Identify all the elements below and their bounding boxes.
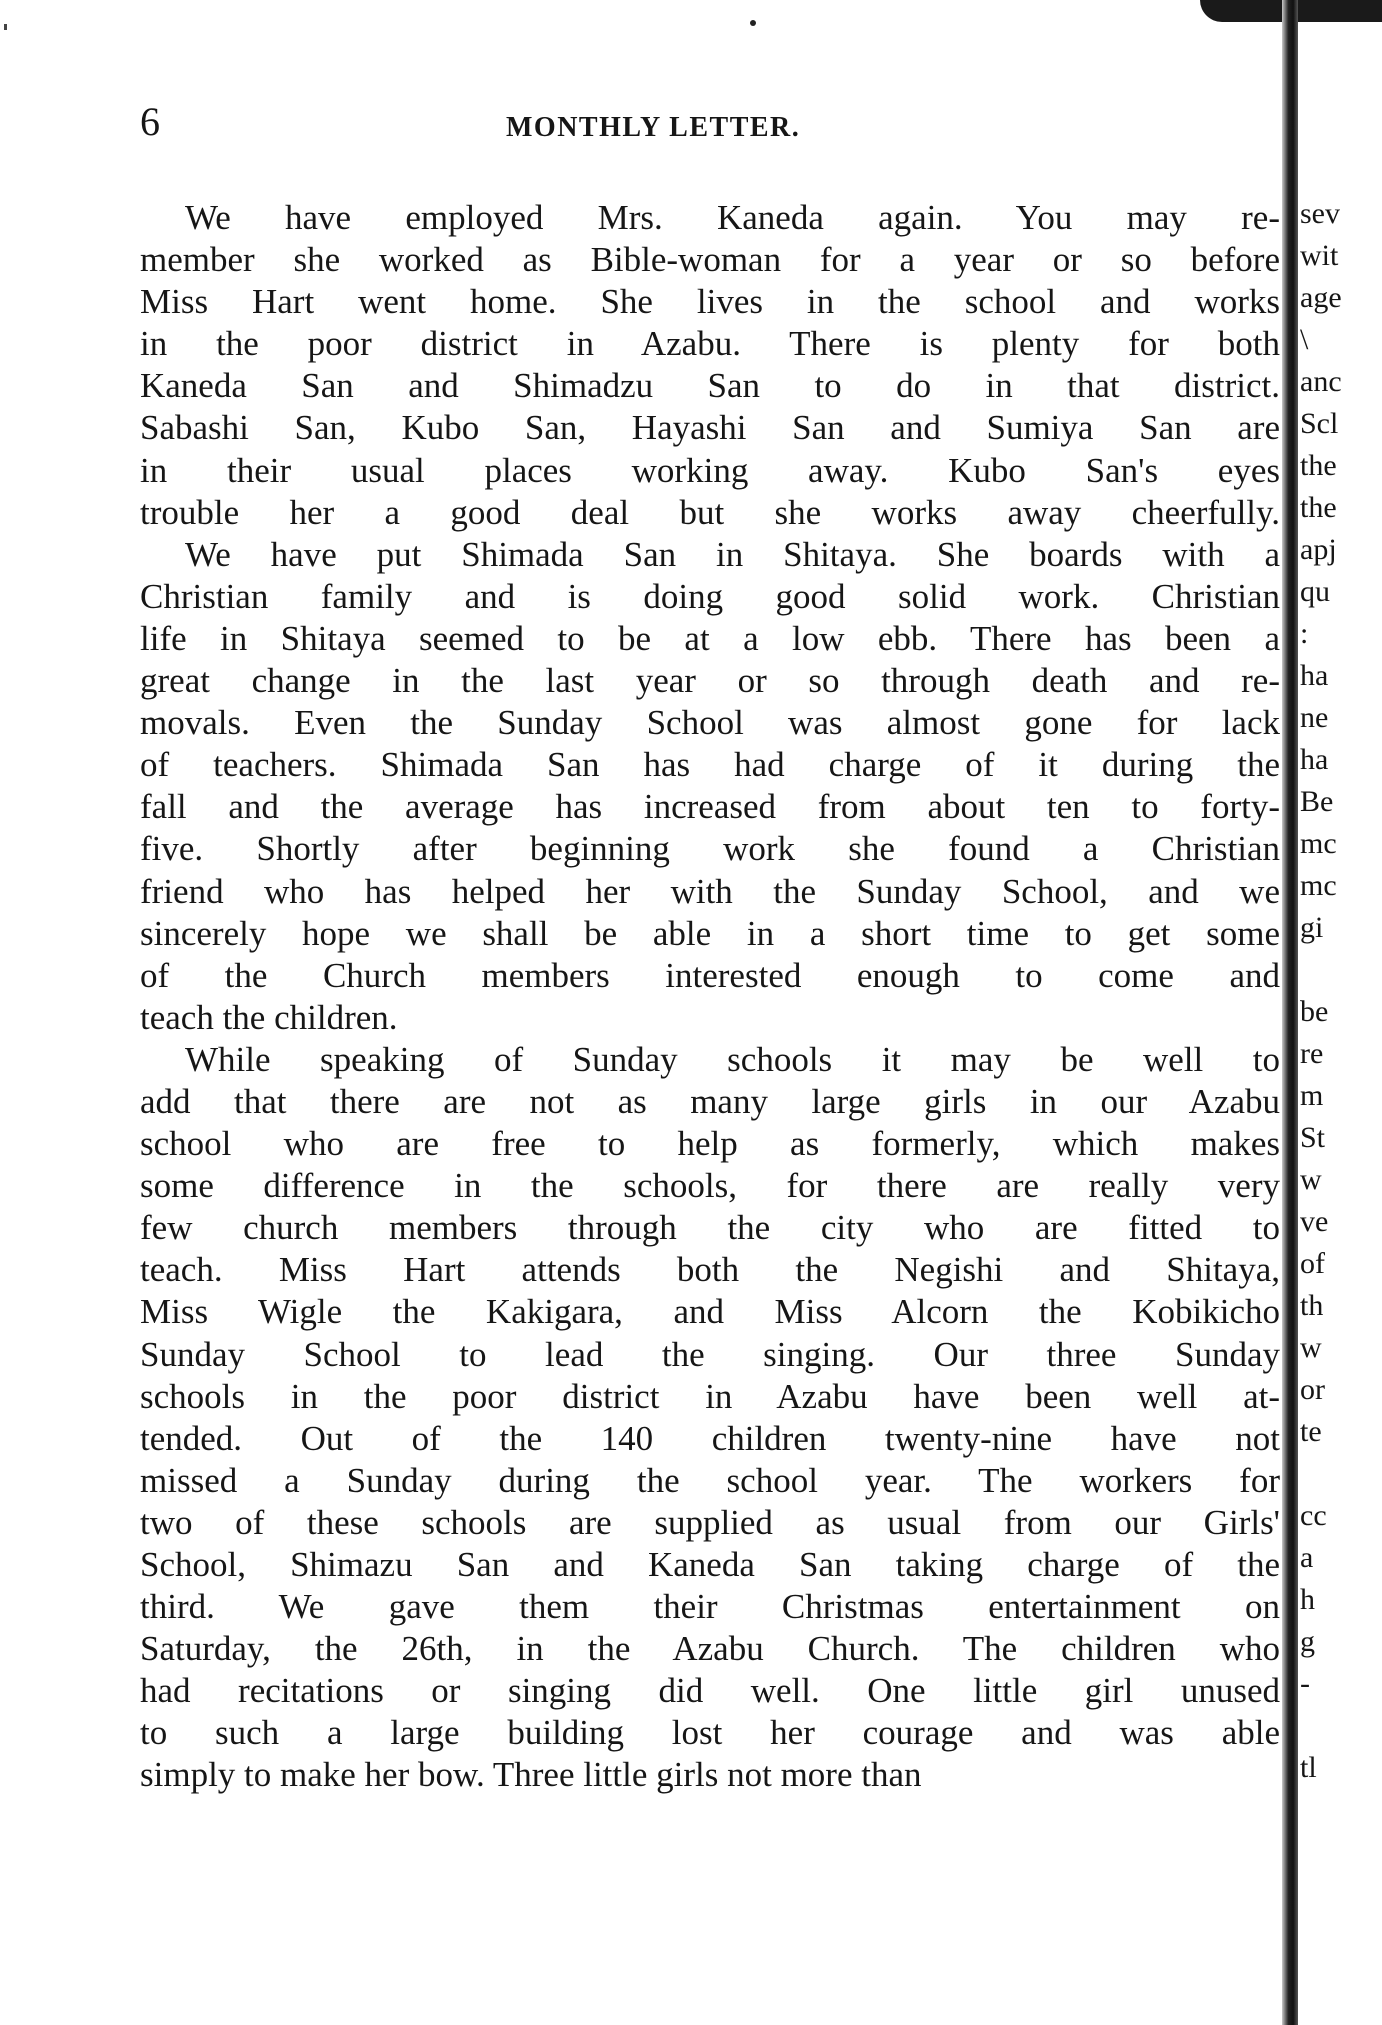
text-line: fall and the average has increased from about ten to forty-	[140, 787, 1280, 827]
margin-fragment: the	[1300, 491, 1337, 524]
text-line: While speaking of Sunday schools it may be well to	[185, 1039, 1280, 1079]
text-line: sincerely hope we shall be able in a short time to get some	[140, 913, 1280, 953]
text-line: of the Church members interested enough to come and	[140, 955, 1280, 995]
text-line: some difference in the schools, for there are really very	[140, 1166, 1280, 1206]
text-line: life in Shitaya seemed to be at a low ebb. There has been a	[140, 618, 1280, 658]
corner-mark	[4, 24, 7, 30]
margin-fragment: apj	[1300, 533, 1337, 566]
margin-fragment: anc	[1300, 365, 1342, 398]
text-line: Saturday, the 26th, in the Azabu Church. The children who	[140, 1629, 1280, 1669]
text-line: schools in the poor district in Azabu have been well at-	[140, 1376, 1280, 1416]
text-line: two of these schools are supplied as usual from our Girls'	[140, 1502, 1280, 1542]
text-line: in the poor district in Azabu. There is plenty for both	[140, 324, 1280, 364]
margin-fragment: ne	[1300, 701, 1329, 734]
margin-fragment: tl	[1300, 1751, 1317, 1784]
text-line: in their usual places working away. Kubo San's eyes	[140, 450, 1280, 490]
margin-fragment: g	[1300, 1625, 1315, 1658]
text-line: Sunday School to lead the singing. Our three Sunday	[140, 1334, 1280, 1374]
text-line: simply to make her bow. Three little girls not more than	[140, 1755, 922, 1795]
margin-fragment: gi	[1300, 911, 1324, 944]
margin-fragment: St	[1300, 1121, 1326, 1154]
body-text	[140, 197, 1280, 1797]
margin-fragment: te	[1300, 1415, 1322, 1448]
margin-fragment: wit	[1300, 239, 1339, 272]
text-line: teach the children.	[140, 997, 398, 1037]
margin-fragment: th	[1300, 1289, 1324, 1322]
margin-fragment: or	[1300, 1373, 1325, 1406]
margin-fragment: be	[1300, 995, 1329, 1028]
text-line: of teachers. Shimada San has had charge of it during the	[140, 745, 1280, 785]
margin-fragment: ve	[1300, 1205, 1329, 1238]
margin-fragment: the	[1300, 449, 1337, 482]
margin-fragment: w	[1300, 1163, 1322, 1196]
text-line: add that there are not as many large girls in our Azabu	[140, 1081, 1280, 1121]
print-dot	[750, 20, 756, 26]
text-line: Miss Wigle the Kakigara, and Miss Alcorn the Kobikicho	[140, 1292, 1280, 1332]
text-line: movals. Even the Sunday School was almost gone for lack	[140, 703, 1280, 743]
margin-fragment: w	[1300, 1331, 1322, 1364]
text-line: great change in the last year or so through death and re-	[140, 661, 1280, 701]
margin-fragment: cc	[1300, 1499, 1327, 1532]
margin-fragment: mc	[1300, 869, 1337, 902]
text-line: school who are free to help as formerly, which makes	[140, 1124, 1280, 1164]
text-line: Christian family and is doing good solid work. Christian	[140, 576, 1280, 616]
margin-fragment: age	[1300, 281, 1342, 314]
margin-fragment: ha	[1300, 743, 1329, 776]
margin-fragment: sev	[1300, 197, 1340, 230]
text-line: Miss Hart went home. She lives in the school and works	[140, 282, 1280, 322]
text-line: to such a large building lost her courage and was able	[140, 1713, 1280, 1753]
page-number: 6	[140, 99, 160, 144]
margin-fragment: Be	[1300, 785, 1334, 818]
text-line: third. We gave them their Christmas entertainment on	[140, 1587, 1280, 1627]
gutter-line	[1282, 0, 1298, 2025]
margin-fragment: \	[1300, 323, 1309, 356]
margin-fragment: h	[1300, 1583, 1315, 1616]
running-title: MONTHLY LETTER.	[506, 112, 801, 143]
margin-fragment: qu	[1300, 575, 1330, 608]
text-line: tended. Out of the 140 children twenty-nine have not	[140, 1418, 1280, 1458]
text-line: We have put Shimada San in Shitaya. She boards with a	[185, 534, 1280, 574]
text-line: Sabashi San, Kubo San, Hayashi San and Sumiya San are	[140, 408, 1280, 448]
margin-fragment: mc	[1300, 827, 1337, 860]
margin-fragment: :	[1300, 617, 1309, 650]
text-line: had recitations or singing did well. One little girl unused	[140, 1671, 1280, 1711]
text-line: teach. Miss Hart attends both the Negishi and Shitaya,	[140, 1250, 1280, 1290]
text-line: missed a Sunday during the school year. The workers for	[140, 1460, 1280, 1500]
text-line: few church members through the city who are fitted to	[140, 1208, 1280, 1248]
text-line: friend who has helped her with the Sunday School, and we	[140, 871, 1280, 911]
margin-fragment: of	[1300, 1247, 1325, 1280]
margin-fragment: a	[1300, 1541, 1314, 1574]
text-line: five. Shortly after beginning work she found a Christian	[140, 829, 1280, 869]
margin-fragment: m	[1300, 1079, 1324, 1112]
text-line: We have employed Mrs. Kaneda again. You may re-	[185, 198, 1280, 237]
text-line: School, Shimazu San and Kaneda San taking charge of the	[140, 1545, 1280, 1584]
margin-fragment: ha	[1300, 659, 1329, 692]
text-line: Kaneda San and Shimadzu San to do in that district.	[140, 366, 1280, 406]
margin-fragment: Scl	[1300, 407, 1339, 440]
margin-fragment: -	[1300, 1667, 1310, 1700]
text-line: member she worked as Bible-woman for a year or so before	[140, 240, 1280, 280]
text-line: trouble her a good deal but she works away cheerfully.	[140, 492, 1280, 532]
margin-fragment: re	[1300, 1037, 1324, 1070]
